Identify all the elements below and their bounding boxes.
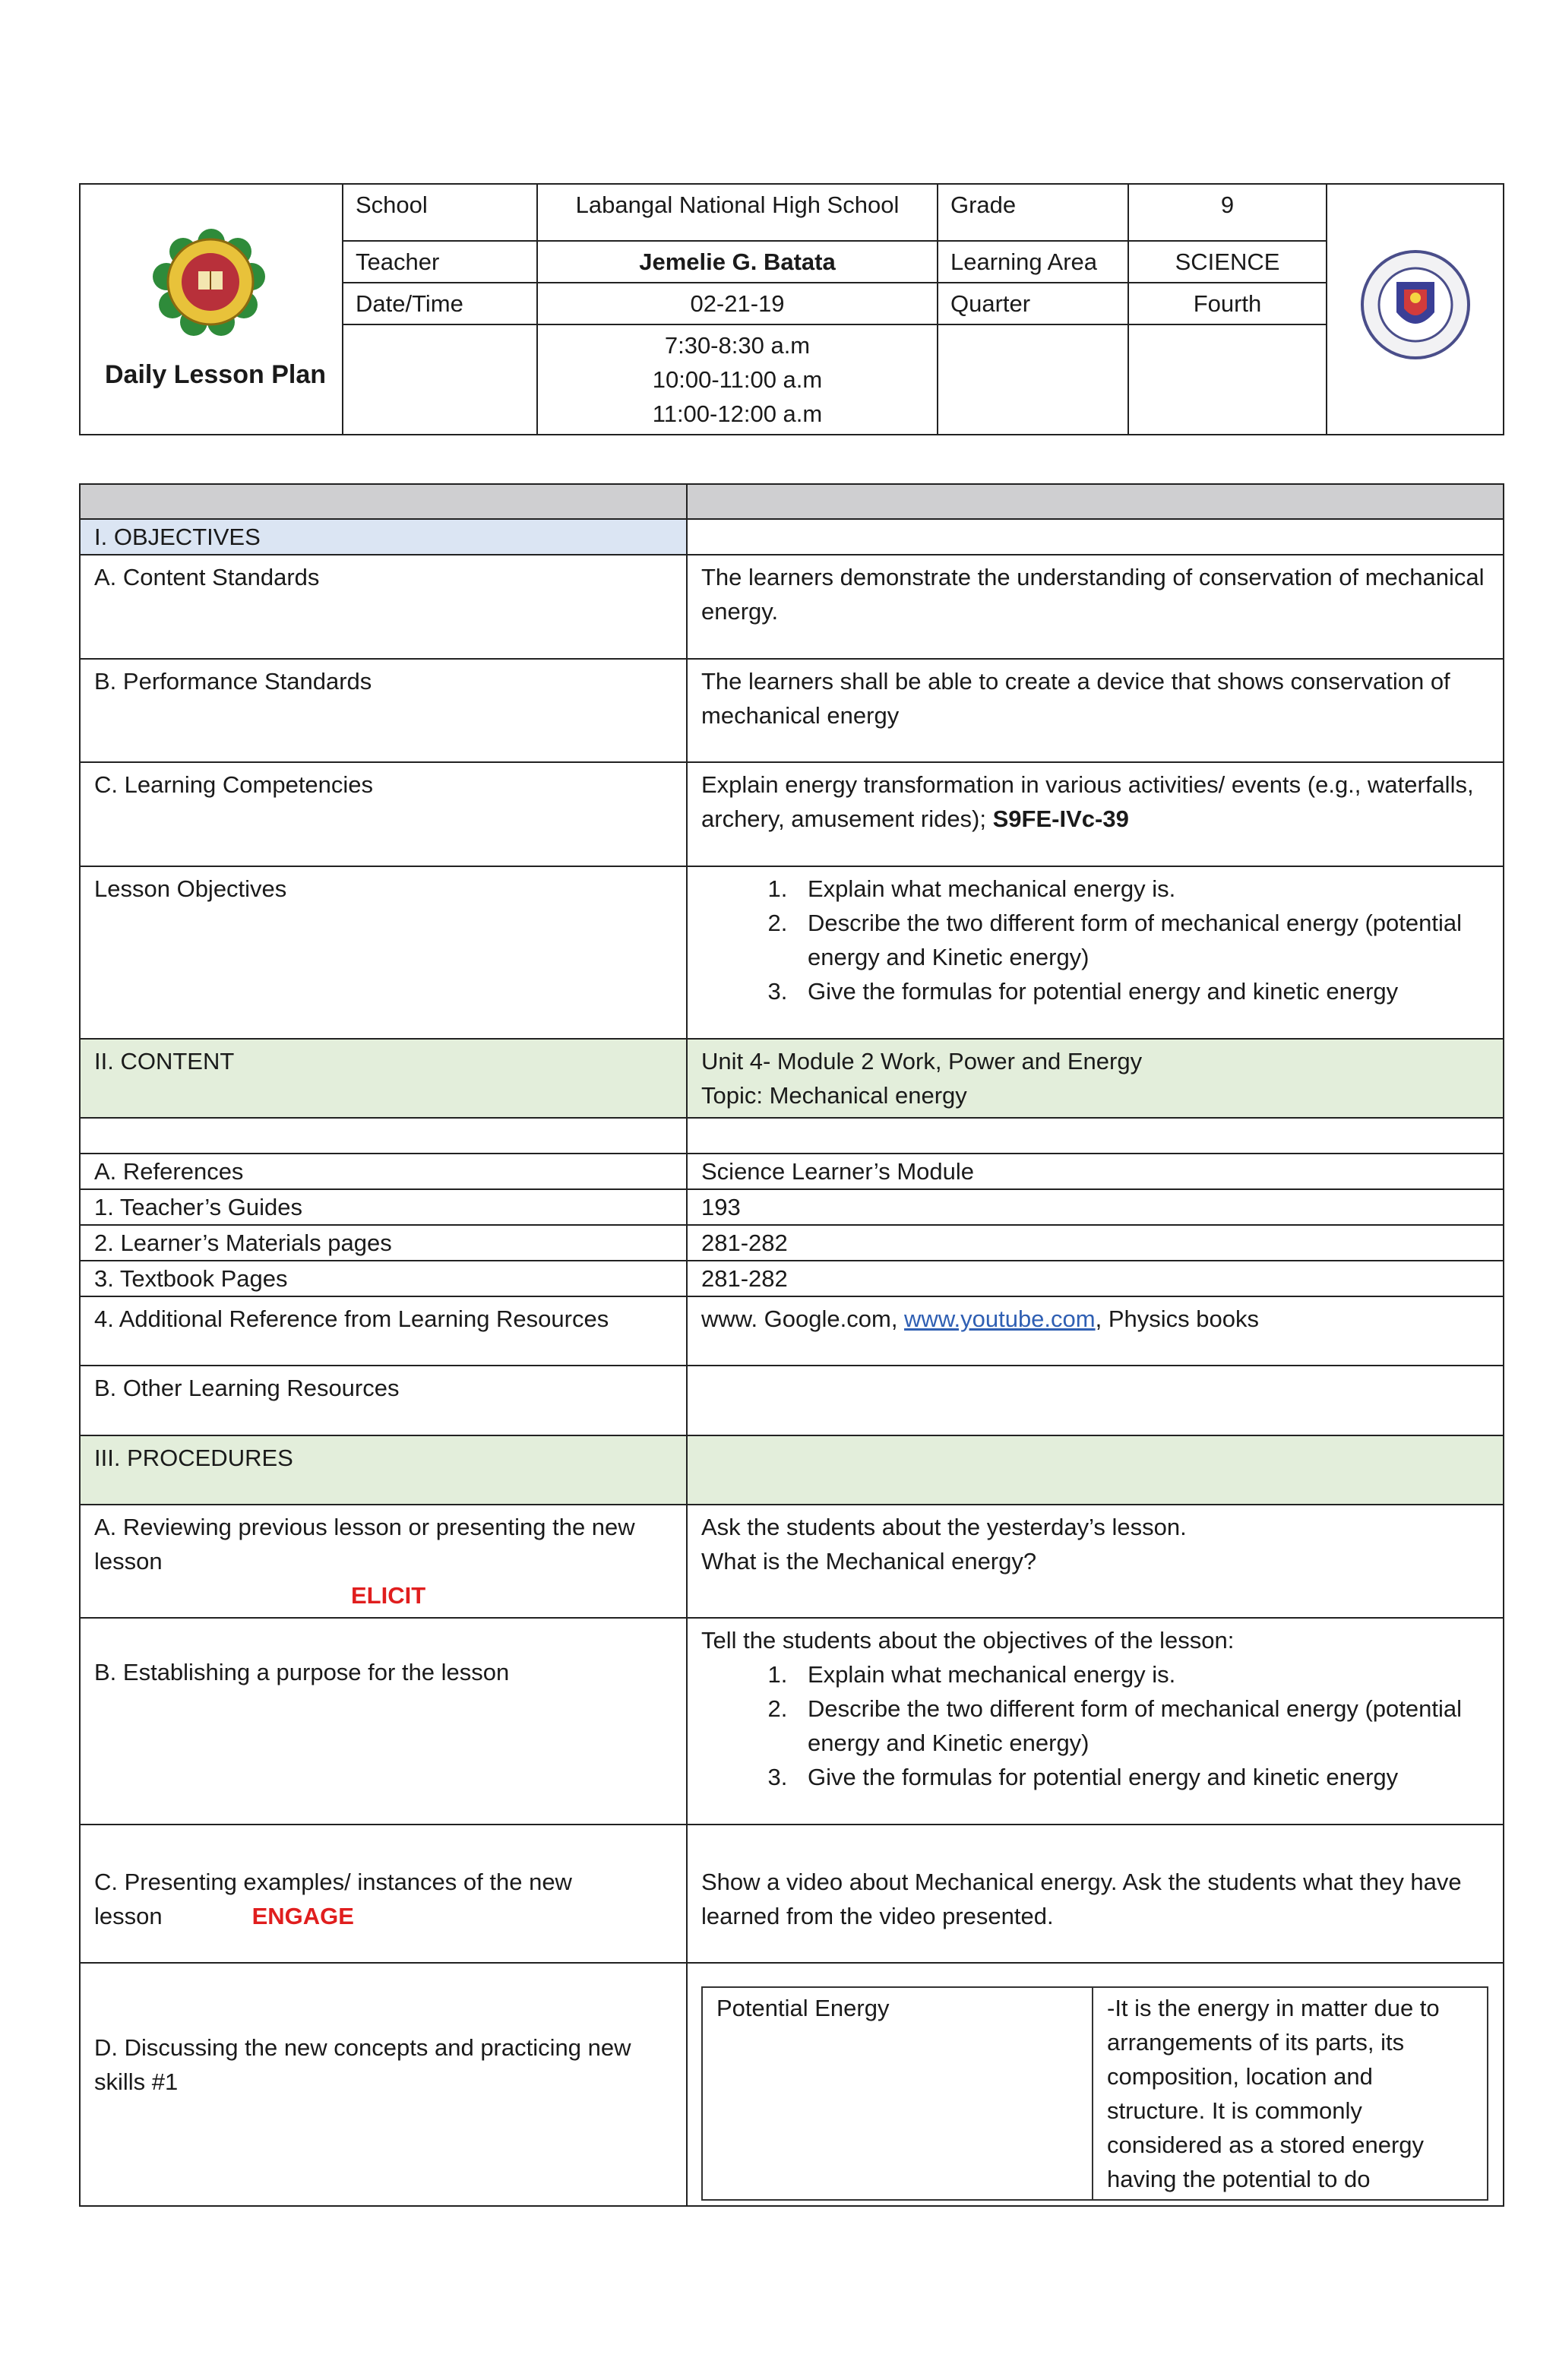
learning-competencies-value: [687, 762, 1504, 866]
deped-seal-logo: [1358, 248, 1472, 362]
deped-logo-cell: [1327, 184, 1504, 435]
energy-definitions-table: [701, 1986, 1488, 2201]
school-label: School: [343, 184, 537, 241]
list-item: 2. Describe the two different form of mechanical energy (potential energy and Kinetic energy): [794, 1692, 1489, 1760]
performance-standards-label: B. Performance Standards: [80, 659, 687, 762]
reviewing-line: What is the Mechanical energy?: [701, 1548, 1037, 1575]
content-value: [687, 1039, 1504, 1118]
lesson-plan-table: [79, 483, 1504, 2207]
purpose-intro: Tell the students about the objectives of the lesson:: [701, 1627, 1235, 1654]
time-values: [537, 324, 938, 435]
lesson-objectives-list: [701, 872, 1489, 1008]
competency-code: S9FE-IVc-39: [992, 805, 1129, 832]
performance-standards-value: The learners shall be able to create a device that shows conservation of mechanical energy: [687, 659, 1504, 762]
competencies-text: Explain energy transformation in various activities/ events (e.g., waterfalls, archery, amusement rides);: [701, 771, 1474, 832]
list-item: 2. Describe the two different form of mechanical energy (potential energy and Kinetic energy): [794, 906, 1489, 974]
grade-label: Grade: [938, 184, 1128, 241]
list-item: 1. Explain what mechanical energy is.: [794, 1657, 1489, 1692]
teacher-value: Jemelie G. Batata: [537, 241, 938, 283]
time-slot: 7:30-8:30 a.m: [664, 332, 811, 359]
time-slot: 10:00-11:00 a.m: [652, 366, 823, 393]
section-objectives: I. OBJECTIVES: [80, 519, 687, 555]
page-title: Daily Lesson Plan: [105, 359, 326, 389]
youtube-link[interactable]: www.youtube.com: [904, 1306, 1096, 1332]
reviewing-text: A. Reviewing previous lesson or presenting the new lesson: [94, 1514, 635, 1575]
textbook-pages-value: 281-282: [687, 1261, 1504, 1296]
potential-energy-definition: -It is the energy in matter due to arrangements of its parts, its composition, location and structure. It is commonly considered as a stored energy having the potential to do: [1093, 1987, 1488, 2200]
header-table: [79, 183, 1504, 435]
content-unit: Unit 4- Module 2 Work, Power and Energy: [701, 1048, 1143, 1074]
additional-reference-value: [687, 1296, 1504, 1366]
potential-energy-term: Potential Energy: [702, 1987, 1093, 2200]
time-label-empty: [343, 324, 537, 435]
section-procedures: III. PROCEDURES: [80, 1435, 687, 1505]
content-standards-label: A. Content Standards: [80, 555, 687, 659]
learning-area-label: Learning Area: [938, 241, 1128, 283]
empty-cell: [687, 1118, 1504, 1154]
reviewing-value: [687, 1505, 1504, 1618]
learning-competencies-label: C. Learning Competencies: [80, 762, 687, 866]
additional-reference-label: 4. Additional Reference from Learning Resources: [80, 1296, 687, 1366]
lesson-objectives-value: [687, 866, 1504, 1039]
header-shade: [80, 484, 687, 519]
reference-google: www. Google.com,: [701, 1306, 905, 1332]
school-seal-logo: [147, 227, 276, 341]
list-item: 1. Explain what mechanical energy is.: [794, 872, 1489, 906]
textbook-pages-label: 3. Textbook Pages: [80, 1261, 687, 1296]
reference-books: , Physics books: [1095, 1306, 1259, 1332]
quarter-label: Quarter: [938, 283, 1128, 324]
teachers-guides-value: 193: [687, 1189, 1504, 1225]
date-value: 02-21-19: [537, 283, 938, 324]
empty-cell: [687, 1435, 1504, 1505]
empty-cell: [687, 519, 1504, 555]
lesson-objectives-label: Lesson Objectives: [80, 866, 687, 1039]
engage-tag: ENGAGE: [251, 1903, 354, 1929]
discussing-value: [687, 1963, 1504, 2206]
references-label: A. References: [80, 1154, 687, 1189]
header-shade: [687, 484, 1504, 519]
empty-cell: [1128, 324, 1327, 435]
section-content: II. CONTENT: [80, 1039, 687, 1118]
list-item: 3. Give the formulas for potential energy and kinetic energy: [794, 1760, 1489, 1794]
examples-text: C. Presenting examples/ instances of the new lesson: [94, 1869, 572, 1929]
purpose-list: [701, 1657, 1489, 1794]
reviewing-label: [80, 1505, 687, 1618]
examples-label: [80, 1825, 687, 1963]
examples-value: Show a video about Mechanical energy. Ask the students what they have learned from the video presented.: [687, 1825, 1504, 1963]
purpose-label: B. Establishing a purpose for the lesson: [80, 1618, 687, 1825]
empty-cell: [80, 1118, 687, 1154]
content-topic: Topic: Mechanical energy: [701, 1082, 967, 1109]
quarter-value: Fourth: [1128, 283, 1327, 324]
teachers-guides-label: 1. Teacher’s Guides: [80, 1189, 687, 1225]
teacher-label: Teacher: [343, 241, 537, 283]
school-value: Labangal National High School: [537, 184, 938, 241]
date-label: Date/Time: [343, 283, 537, 324]
content-standards-value: The learners demonstrate the understanding of conservation of mechanical energy.: [687, 555, 1504, 659]
purpose-value: [687, 1618, 1504, 1825]
list-item: 3. Give the formulas for potential energy and kinetic energy: [794, 974, 1489, 1008]
empty-cell: [938, 324, 1128, 435]
references-value: Science Learner’s Module: [687, 1154, 1504, 1189]
time-slot: 11:00-12:00 a.m: [652, 400, 823, 427]
learners-materials-value: 281-282: [687, 1225, 1504, 1261]
grade-value: 9: [1128, 184, 1327, 241]
other-resources-label: B. Other Learning Resources: [80, 1366, 687, 1435]
learning-area-value: SCIENCE: [1128, 241, 1327, 283]
empty-cell: [687, 1366, 1504, 1435]
reviewing-line: Ask the students about the yesterday’s lesson.: [701, 1514, 1187, 1540]
elicit-tag: ELICIT: [351, 1582, 426, 1609]
discussing-label: D. Discussing the new concepts and practicing new skills #1: [80, 1963, 687, 2206]
learners-materials-label: 2. Learner’s Materials pages: [80, 1225, 687, 1261]
school-logo-cell: [80, 184, 343, 435]
